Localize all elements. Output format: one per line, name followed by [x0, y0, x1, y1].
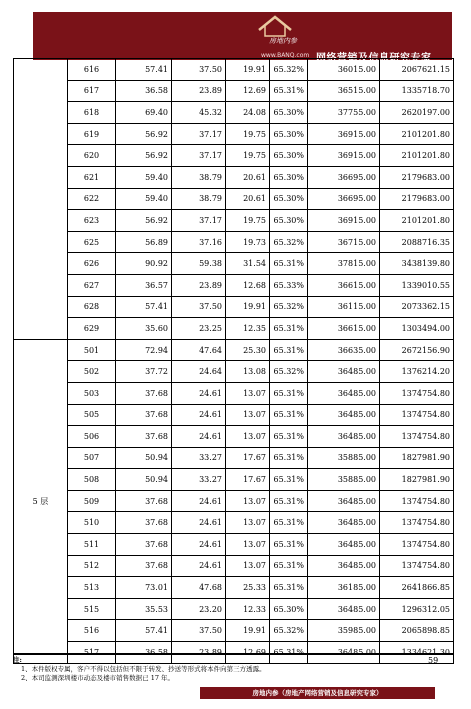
table-cell: 37.68	[116, 382, 172, 404]
table-row	[14, 80, 454, 102]
table-cell: 36185.00	[308, 577, 380, 599]
table-cell: 1303494.00	[380, 318, 454, 340]
table-cell: 65.32%	[270, 59, 308, 81]
table-cell: 13.07	[226, 555, 270, 577]
table-cell: 19.91	[226, 296, 270, 318]
table-cell: 35885.00	[308, 447, 380, 469]
table-cell: 56.92	[116, 145, 172, 167]
unit-number-cell: 619	[68, 123, 116, 145]
table-cell: 65.31%	[270, 253, 308, 275]
table-cell: 65.31%	[270, 469, 308, 491]
table-cell: 37.68	[116, 555, 172, 577]
table-cell: 65.31%	[270, 339, 308, 361]
table-cell: 19.75	[226, 145, 270, 167]
table-cell: 65.31%	[270, 577, 308, 599]
table-cell: 65.30%	[270, 123, 308, 145]
table-cell: 36715.00	[308, 231, 380, 253]
floor-label-cell: 5 层	[14, 339, 68, 663]
table-cell: 36485.00	[308, 555, 380, 577]
table-cell: 24.61	[172, 382, 226, 404]
unit-number-cell: 513	[68, 577, 116, 599]
unit-number-cell: 625	[68, 231, 116, 253]
table-cell: 38.79	[172, 188, 226, 210]
table-cell: 65.31%	[270, 382, 308, 404]
unit-number-cell: 511	[68, 534, 116, 556]
page-number: 59	[428, 656, 439, 665]
table-cell: 59.40	[116, 188, 172, 210]
table-row	[14, 426, 454, 448]
table-cell: 37.50	[172, 620, 226, 642]
table-row	[14, 555, 454, 577]
table-cell: 33.27	[172, 469, 226, 491]
org-title: 网络营销及信息研究专家	[316, 53, 432, 64]
table-cell: 19.75	[226, 123, 270, 145]
footer-notes	[13, 656, 413, 683]
table-row	[14, 512, 454, 534]
table-cell: 12.68	[226, 274, 270, 296]
table-cell: 37.68	[116, 404, 172, 426]
table-row	[14, 361, 454, 383]
table-row	[14, 490, 454, 512]
table-cell: 65.31%	[270, 490, 308, 512]
unit-number-cell: 626	[68, 253, 116, 275]
unit-number-cell: 618	[68, 102, 116, 124]
table-cell: 65.31%	[270, 534, 308, 556]
unit-number-cell: 503	[68, 382, 116, 404]
table-row	[14, 534, 454, 556]
table-row	[14, 469, 454, 491]
table-cell: 35985.00	[308, 620, 380, 642]
footer-rule	[13, 653, 453, 655]
table-cell: 65.33%	[270, 274, 308, 296]
unit-number-cell: 502	[68, 361, 116, 383]
unit-number-cell: 621	[68, 166, 116, 188]
table-cell: 37.50	[172, 296, 226, 318]
table-cell: 2067621.15	[380, 59, 454, 81]
unit-number-cell: 627	[68, 274, 116, 296]
table-cell: 36485.00	[308, 598, 380, 620]
table-cell: 25.33	[226, 577, 270, 599]
table-cell: 65.31%	[270, 555, 308, 577]
table-cell: 13.07	[226, 490, 270, 512]
table-row	[14, 382, 454, 404]
unit-number-cell: 509	[68, 490, 116, 512]
note-item: 1、本件版权专属，客户不得以包括但不限于转发、抄送等形式将本件向第三方透露。	[21, 665, 266, 673]
unit-number-cell: 623	[68, 210, 116, 232]
unit-number-cell: 506	[68, 426, 116, 448]
table-row	[14, 318, 454, 340]
table-cell: 65.31%	[270, 512, 308, 534]
table-cell: 36915.00	[308, 145, 380, 167]
table-cell: 1374754.80	[380, 382, 454, 404]
footer-banner: 房地内参（房地产网络营销及信息研究专家）	[200, 687, 435, 699]
note-item: 2、本司监测深圳楼市动态及楼市销售数据已 17 年。	[21, 674, 175, 682]
table-cell: 24.61	[172, 555, 226, 577]
unit-number-cell: 629	[68, 318, 116, 340]
table-cell: 36115.00	[308, 296, 380, 318]
table-row	[14, 339, 454, 361]
table-cell: 2101201.80	[380, 210, 454, 232]
table-cell: 24.08	[226, 102, 270, 124]
table-cell: 37.68	[116, 512, 172, 534]
table-cell: 37.50	[172, 59, 226, 81]
table-cell: 37.68	[116, 426, 172, 448]
price-table	[13, 58, 454, 664]
table-row	[14, 145, 454, 167]
table-cell: 57.41	[116, 296, 172, 318]
table-cell: 36915.00	[308, 210, 380, 232]
table-cell: 19.91	[226, 620, 270, 642]
table-row	[14, 188, 454, 210]
table-cell: 37.17	[172, 210, 226, 232]
unit-number-cell: 620	[68, 145, 116, 167]
table-cell: 65.30%	[270, 210, 308, 232]
table-cell: 2641866.85	[380, 577, 454, 599]
unit-number-cell: 628	[68, 296, 116, 318]
table-cell: 31.54	[226, 253, 270, 275]
table-cell: 2672156.90	[380, 339, 454, 361]
table-cell: 1374754.80	[380, 555, 454, 577]
table-cell: 57.41	[116, 620, 172, 642]
notes-heading: 注:	[13, 656, 22, 664]
table-row	[14, 577, 454, 599]
table-cell: 23.20	[172, 598, 226, 620]
table-cell: 65.30%	[270, 102, 308, 124]
table-cell: 2088716.35	[380, 231, 454, 253]
table-cell: 12.33	[226, 598, 270, 620]
table-cell: 13.07	[226, 426, 270, 448]
table-cell: 47.68	[172, 577, 226, 599]
table-cell: 13.08	[226, 361, 270, 383]
table-cell: 65.31%	[270, 80, 308, 102]
table-cell: 73.01	[116, 577, 172, 599]
table-cell: 24.61	[172, 534, 226, 556]
table-cell: 36.58	[116, 80, 172, 102]
table-cell: 36695.00	[308, 166, 380, 188]
table-cell: 37755.00	[308, 102, 380, 124]
table-cell: 13.07	[226, 534, 270, 556]
table-cell: 2179683.00	[380, 166, 454, 188]
table-cell: 1339010.55	[380, 274, 454, 296]
table-cell: 36.57	[116, 274, 172, 296]
table-cell: 37.68	[116, 534, 172, 556]
table-cell: 38.79	[172, 166, 226, 188]
table-cell: 36485.00	[308, 512, 380, 534]
table-row	[14, 296, 454, 318]
table-row	[14, 620, 454, 642]
table-cell: 24.61	[172, 426, 226, 448]
table-cell: 19.73	[226, 231, 270, 253]
table-cell: 50.94	[116, 469, 172, 491]
table-row	[14, 102, 454, 124]
table-cell: 65.32%	[270, 361, 308, 383]
table-cell: 36615.00	[308, 274, 380, 296]
table-cell: 24.61	[172, 404, 226, 426]
table-cell: 12.69	[226, 80, 270, 102]
table-cell: 37.17	[172, 123, 226, 145]
table-cell: 35885.00	[308, 469, 380, 491]
table-row	[14, 253, 454, 275]
table-cell: 45.32	[172, 102, 226, 124]
table-cell: 2073362.15	[380, 296, 454, 318]
table-cell: 35.60	[116, 318, 172, 340]
table-cell: 19.75	[226, 210, 270, 232]
table-row	[14, 598, 454, 620]
table-cell: 1374754.80	[380, 490, 454, 512]
table-cell: 65.31%	[270, 404, 308, 426]
table-cell: 13.07	[226, 512, 270, 534]
table-cell: 1335718.70	[380, 80, 454, 102]
table-cell: 36485.00	[308, 490, 380, 512]
table-row	[14, 404, 454, 426]
table-cell: 36615.00	[308, 318, 380, 340]
table-cell: 23.89	[172, 80, 226, 102]
table-cell: 37815.00	[308, 253, 380, 275]
table-cell: 25.30	[226, 339, 270, 361]
table-cell: 56.89	[116, 231, 172, 253]
table-cell: 36485.00	[308, 426, 380, 448]
table-cell: 24.61	[172, 512, 226, 534]
unit-number-cell: 501	[68, 339, 116, 361]
table-cell: 65.32%	[270, 296, 308, 318]
table-cell: 65.30%	[270, 598, 308, 620]
table-cell: 59.40	[116, 166, 172, 188]
table-cell: 36485.00	[308, 404, 380, 426]
table-cell: 36635.00	[308, 339, 380, 361]
table-cell: 1374754.80	[380, 426, 454, 448]
table-cell: 37.16	[172, 231, 226, 253]
site-url: www.BANQ.com	[261, 52, 310, 59]
table-row	[14, 210, 454, 232]
table-cell: 65.30%	[270, 145, 308, 167]
table-cell: 50.94	[116, 447, 172, 469]
table-cell: 2620197.00	[380, 102, 454, 124]
table-cell: 1374754.80	[380, 404, 454, 426]
table-cell: 20.61	[226, 166, 270, 188]
table-cell: 1374754.80	[380, 512, 454, 534]
table-cell: 1827981.90	[380, 447, 454, 469]
table-cell: 1827981.90	[380, 469, 454, 491]
table-cell: 1374754.80	[380, 534, 454, 556]
table-cell: 36485.00	[308, 361, 380, 383]
price-table-container	[13, 58, 454, 664]
header-banner	[33, 12, 452, 64]
table-cell: 36015.00	[308, 59, 380, 81]
table-cell: 37.17	[172, 145, 226, 167]
unit-number-cell: 516	[68, 620, 116, 642]
table-row	[14, 447, 454, 469]
table-cell: 35.53	[116, 598, 172, 620]
table-cell: 2101201.80	[380, 145, 454, 167]
table-cell: 72.94	[116, 339, 172, 361]
table-cell: 65.32%	[270, 231, 308, 253]
table-cell: 57.41	[116, 59, 172, 81]
table-cell: 56.92	[116, 210, 172, 232]
table-row	[14, 166, 454, 188]
table-cell: 2101201.80	[380, 123, 454, 145]
logo-text: 房地内参	[269, 37, 297, 45]
table-cell: 24.64	[172, 361, 226, 383]
table-cell: 65.32%	[270, 620, 308, 642]
table-cell: 3438139.80	[380, 253, 454, 275]
table-cell: 36485.00	[308, 382, 380, 404]
table-cell: 13.07	[226, 404, 270, 426]
table-cell: 23.25	[172, 318, 226, 340]
table-cell: 65.30%	[270, 166, 308, 188]
table-cell: 56.92	[116, 123, 172, 145]
table-row	[14, 123, 454, 145]
table-cell: 90.92	[116, 253, 172, 275]
unit-number-cell: 505	[68, 404, 116, 426]
unit-number-cell: 616	[68, 59, 116, 81]
unit-number-cell: 512	[68, 555, 116, 577]
table-cell: 36695.00	[308, 188, 380, 210]
table-cell: 12.35	[226, 318, 270, 340]
floor-label-cell	[14, 59, 68, 340]
table-cell: 20.61	[226, 188, 270, 210]
table-cell: 65.31%	[270, 447, 308, 469]
unit-number-cell: 510	[68, 512, 116, 534]
table-cell: 17.67	[226, 447, 270, 469]
table-cell: 69.40	[116, 102, 172, 124]
table-cell: 37.68	[116, 490, 172, 512]
table-cell: 13.07	[226, 382, 270, 404]
table-cell: 65.30%	[270, 188, 308, 210]
table-cell: 65.31%	[270, 318, 308, 340]
table-cell: 24.61	[172, 490, 226, 512]
table-cell: 36915.00	[308, 123, 380, 145]
table-cell: 37.72	[116, 361, 172, 383]
table-row	[14, 231, 454, 253]
table-cell: 17.67	[226, 469, 270, 491]
table-cell: 1376214.20	[380, 361, 454, 383]
table-cell: 47.64	[172, 339, 226, 361]
table-row	[14, 274, 454, 296]
unit-number-cell: 507	[68, 447, 116, 469]
table-cell: 65.31%	[270, 426, 308, 448]
table-cell: 23.89	[172, 274, 226, 296]
unit-number-cell: 515	[68, 598, 116, 620]
table-cell: 33.27	[172, 447, 226, 469]
table-cell: 1296312.05	[380, 598, 454, 620]
table-row	[14, 59, 454, 81]
unit-number-cell: 622	[68, 188, 116, 210]
table-cell: 36515.00	[308, 80, 380, 102]
table-cell: 59.38	[172, 253, 226, 275]
unit-number-cell: 508	[68, 469, 116, 491]
unit-number-cell: 617	[68, 80, 116, 102]
table-cell: 36485.00	[308, 534, 380, 556]
table-cell: 19.91	[226, 59, 270, 81]
table-cell: 2179683.00	[380, 188, 454, 210]
table-cell: 2065898.85	[380, 620, 454, 642]
